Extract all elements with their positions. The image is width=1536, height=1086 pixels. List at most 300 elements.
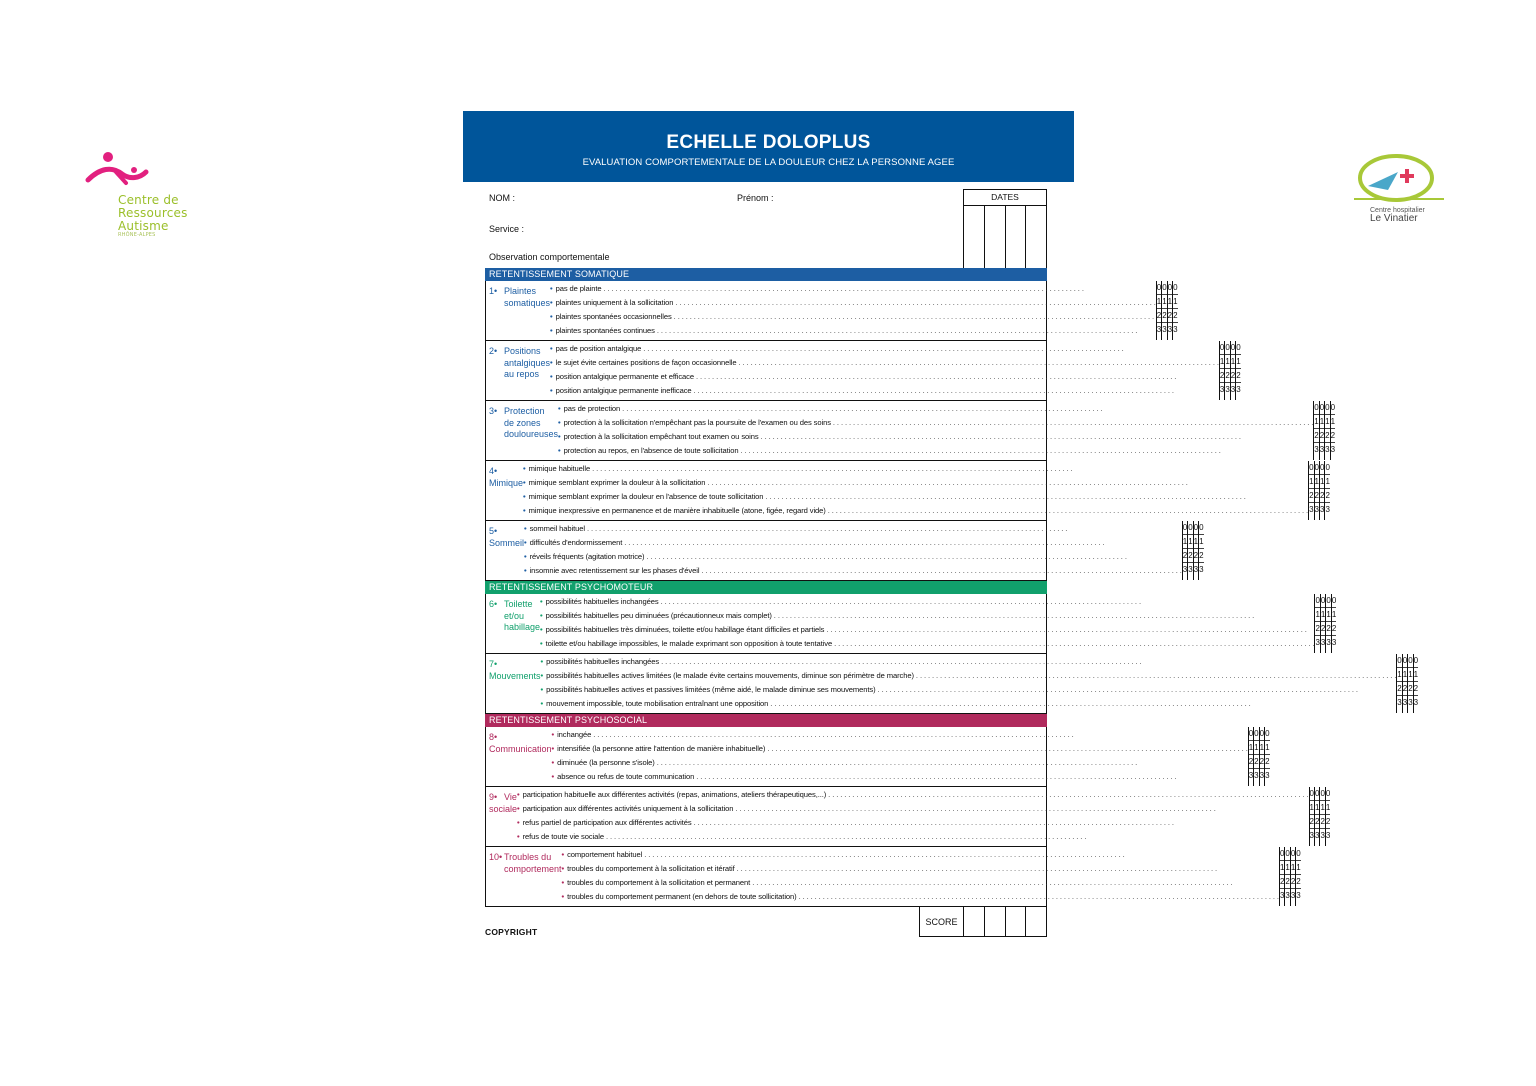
prenom-label: Prénom : — [737, 193, 774, 203]
score-cell[interactable]: 1 — [1403, 668, 1407, 682]
bullet-icon: • — [540, 671, 544, 680]
score-cell[interactable]: 3 — [1325, 445, 1330, 454]
criterion-name — [486, 341, 550, 400]
score-cell[interactable]: 3 — [1397, 698, 1402, 707]
score-cell[interactable]: 1 — [1320, 801, 1324, 815]
score-cell[interactable]: 1 — [1320, 415, 1324, 429]
service-label: Service : — [489, 224, 525, 234]
score-cell[interactable]: 3 — [1254, 771, 1259, 780]
bullet-icon: • — [540, 699, 544, 708]
score-cell[interactable]: 0 — [1320, 461, 1324, 475]
score-cell[interactable]: 0 — [1254, 727, 1258, 741]
score-cell[interactable]: 1 — [1314, 415, 1318, 429]
score-column — [1265, 727, 1269, 786]
score-cell[interactable]: 2 — [1183, 549, 1187, 563]
score-cell[interactable]: 0 — [1260, 727, 1264, 741]
score-cell[interactable]: 2 — [1314, 429, 1318, 443]
option-text: plaintes uniquement à la sollicitation — [555, 298, 674, 307]
criterion-name — [486, 281, 550, 340]
criterion-options — [540, 594, 1314, 653]
score-cell[interactable]: 0 — [1220, 341, 1224, 355]
score-cell[interactable]: 3 — [1413, 698, 1419, 707]
criterion-options — [524, 521, 1182, 580]
option-text: pas de position antalgique — [555, 344, 642, 353]
score-cell[interactable]: 0 — [1321, 594, 1325, 608]
score-columns — [1156, 281, 1178, 340]
score-columns — [1396, 654, 1418, 713]
score-cell[interactable]: 1 — [1285, 861, 1289, 875]
score-cell[interactable]: 1 — [1397, 668, 1401, 682]
score-cell[interactable]: 2 — [1231, 369, 1235, 383]
score-cell[interactable]: 1 — [1183, 535, 1187, 549]
score-cell[interactable]: 0 — [1173, 281, 1177, 295]
score-cell[interactable]: 0 — [1320, 787, 1324, 801]
score-cell[interactable]: 0 — [1397, 654, 1401, 668]
score-column — [1325, 461, 1329, 520]
score-cell[interactable]: 0 — [1414, 654, 1418, 668]
leader-dots: . . . . . . . . . . . . . . . . . . . . . . . . . . . . . . . . . . . . . . . . . . . . . . . . . . . . . . . . . . . . . . . . . . . . . . . . . . . . . . . . . . . . . . . . . . . . . . . . . . . . . . . . . . . . . . . . . . . . . . . . — [671, 312, 1155, 321]
criterion-options — [517, 787, 1309, 846]
score-cell[interactable]: 3 — [1259, 771, 1265, 780]
score-cell[interactable]: 3 — [1219, 385, 1225, 394]
score-cell[interactable]: 0 — [1309, 461, 1313, 475]
option-line — [550, 384, 1219, 398]
option-text: troubles du comportement à la sollicitation et itératif — [567, 864, 735, 873]
score-cell[interactable]: 1 — [1325, 475, 1329, 489]
option-text: insomnie avec retentissement sur les phases d'éveil — [529, 566, 700, 575]
score-cell[interactable]: 0 — [1285, 847, 1289, 861]
criterion-number: 6• — [489, 599, 498, 609]
score-cell[interactable]: 2 — [1188, 549, 1192, 563]
score-cell[interactable]: 3 — [1320, 831, 1325, 840]
score-cell[interactable]: 0 — [1315, 461, 1319, 475]
score-total-cell[interactable] — [1006, 907, 1027, 936]
score-cell[interactable]: 0 — [1291, 847, 1295, 861]
score-cell[interactable]: 2 — [1291, 875, 1295, 889]
score-cell[interactable]: 3 — [1182, 565, 1188, 574]
score-cell[interactable]: 2 — [1265, 755, 1269, 769]
score-cell[interactable]: 0 — [1332, 594, 1336, 608]
score-cell[interactable]: 2 — [1260, 755, 1264, 769]
score-cell[interactable]: 2 — [1320, 489, 1324, 503]
score-columns — [1182, 521, 1204, 580]
score-cell[interactable]: 1 — [1315, 475, 1319, 489]
bullet-icon: • — [551, 758, 555, 767]
option-line — [558, 402, 1313, 416]
score-cell[interactable]: 3 — [1162, 325, 1167, 334]
score-cell[interactable]: 0 — [1236, 341, 1240, 355]
option-text: protection à la sollicitation empêchant tout examen ou soins — [563, 432, 759, 441]
leader-dots: . . . . . . . . . . . . . . . . . . . . . . . . . . . . . . . . . . . . . . . . . . . . . . . . . . . . . . . . . . . . . . . . . . . . . . . . . . . . . . . . . . . . . . . . . . . . . . . . . . . . . . . . . . . . . . . . . . . . . . . . — [738, 446, 1221, 455]
score-total-cell[interactable] — [985, 907, 1006, 936]
criterion-name — [486, 521, 524, 580]
score-cell[interactable]: 1 — [1188, 535, 1192, 549]
option-text: sommeil habituel — [529, 524, 585, 533]
logo-right-line1: Centre hospitalier — [1370, 207, 1425, 214]
option-text: protection à la sollicitation n'empêchant pas la poursuite de l'examen ou des soins — [563, 418, 831, 427]
leader-dots: . . . . . . . . . . . . . . . . . . . . . . . . . . . . . . . . . . . . . . . . . . . . . . . . . . . . . . . . . . . . . . . . . . . . . . . . . . . . . . . . . . . . . . . . . . . . . . . . . . . . . . . . . . . . . . . . . . . . . . . . — [641, 344, 1124, 353]
score-cell[interactable]: 1 — [1265, 741, 1269, 755]
title-banner — [463, 111, 1074, 182]
criterion-number: 1• — [489, 286, 498, 296]
score-total-cell[interactable] — [1026, 907, 1046, 936]
score-cell[interactable]: 1 — [1326, 608, 1330, 622]
score-cell[interactable]: 0 — [1225, 341, 1229, 355]
bullet-icon: • — [523, 478, 526, 487]
score-cell[interactable]: 3 — [1330, 445, 1336, 454]
score-box — [919, 907, 1047, 937]
criterion-label: Communication — [489, 743, 552, 754]
score-column — [1326, 787, 1330, 846]
score-cell[interactable]: 3 — [1279, 891, 1285, 900]
criterion-options — [558, 401, 1313, 460]
score-cell[interactable]: 1 — [1236, 355, 1240, 369]
score-cell[interactable]: 3 — [1167, 325, 1173, 334]
score-cell[interactable]: 2 — [1173, 309, 1177, 323]
score-cell[interactable]: 1 — [1296, 861, 1300, 875]
score-cell[interactable]: 3 — [1320, 638, 1326, 647]
score-cell[interactable]: 0 — [1315, 787, 1319, 801]
criterion-options — [552, 727, 1248, 786]
score-cell[interactable]: 3 — [1325, 505, 1330, 514]
criterion-name — [486, 787, 517, 846]
option-text: absence ou refus de toute communication — [557, 772, 695, 781]
score-cell[interactable]: 1 — [1326, 801, 1330, 815]
score-cell[interactable]: 1 — [1162, 295, 1166, 309]
criterion-name — [486, 654, 541, 713]
score-cell[interactable]: 3 — [1199, 565, 1204, 574]
score-cell[interactable]: 0 — [1157, 281, 1161, 295]
leader-dots: . . . . . . . . . . . . . . . . . . . . . . . . . . . . . . . . . . . . . . . . . . . . . . . . . . . . . . . . . . . . . . . . . . . . . . . . . . . . . . . . . . . . . . . . . . . . . . . . . . . . . . . . . . . . . . . . . . . . . . . . — [591, 730, 1074, 739]
leader-dots: . . . . . . . . . . . . . . . . . . . . . . . . . . . . . . . . . . . . . . . . . . . . . . . . . . . . . . . . . . . . . . . . . . . . . . . . . . . . . . . . . . . . . . . . . . . . . . . . . . . . . . . . . . . . . . . . . . . . . . . . — [705, 478, 1188, 487]
document-title: ECHELLE DOLOPLUS — [666, 132, 871, 153]
bullet-icon: • — [523, 492, 526, 501]
score-cell[interactable]: 2 — [1414, 682, 1418, 696]
score-cell[interactable]: 2 — [1199, 549, 1203, 563]
score-cell[interactable]: 0 — [1320, 401, 1324, 415]
score-columns — [1219, 341, 1241, 400]
score-columns — [1248, 727, 1270, 786]
criterion-name — [486, 461, 523, 520]
score-cell[interactable]: 0 — [1403, 654, 1407, 668]
option-text: possibilités habituelles peu diminuées (précautionneux mais complet) — [545, 611, 772, 620]
score-cell[interactable]: 3 — [1296, 891, 1301, 900]
bullet-icon: • — [550, 284, 553, 293]
criterion-number: 2• — [489, 346, 498, 356]
bullet-icon: • — [523, 506, 526, 515]
score-cell[interactable]: 1 — [1315, 608, 1319, 622]
leader-dots: . . . . . . . . . . . . . . . . . . . . . . . . . . . . . . . . . . . . . . . . . . . . . . . . . . . . . . . . . . . . . . . . . . . . . . . . . . . . . . . . . . . . . . . . . . . . . . . . . . . . . . . . . . . . . . . . . . . . . . . . — [693, 372, 1177, 381]
date-column[interactable] — [964, 206, 985, 268]
score-cell[interactable]: 2 — [1326, 622, 1330, 636]
leader-dots: . . . . . . . . . . . . . . . . . . . . . . . . . . . . . . . . . . . . . . . . . . . . . . . . . . . . . . . . . . . . . . . . . . . . . . . . . . . . . . . . . . . . . . . . . . . . . . . . . . . . . . . . . . . . . . . . . . . . . . . . — [590, 464, 1073, 473]
score-cell[interactable]: 3 — [1173, 325, 1178, 334]
copyright-label: COPYRIGHT — [485, 927, 538, 937]
option-line — [540, 609, 1314, 623]
option-text: pas de protection — [563, 404, 621, 413]
score-cell[interactable]: 1 — [1320, 475, 1324, 489]
bullet-icon: • — [524, 566, 527, 575]
leader-dots: . . . . . . . . . . . . . . . . . . . . . . . . . . . . . . . . . . . . . . . . . . . . . . . . . . . . . . . . . . . . . . . . . . . . . . . . . . . . . . . . . . . . . . . . . . . . . . . . . . . . . . . . . . . . . . . . . . . . . . . . — [875, 685, 1358, 694]
score-total-cell[interactable] — [964, 907, 985, 936]
score-cell[interactable]: 3 — [1326, 638, 1331, 647]
score-cell[interactable]: 2 — [1325, 489, 1329, 503]
leader-dots: . . . . . . . . . . . . . . . . . . . . . . . . . . . . . . . . . . . . . . . . . . . . . . . . . . . . . . . . . . . . . . . . . . . . . . . . . . . . . . . . . . . . . . . . . . . . . . . . . . . . . . . . . . . . . . . . . . . . . . . . — [826, 790, 1309, 799]
score-cell[interactable]: 1 — [1315, 801, 1319, 815]
score-cell[interactable]: 0 — [1315, 594, 1319, 608]
leader-dots: . . . . . . . . . . . . . . . . . . . . . . . . . . . . . . . . . . . . . . . . . . . . . . . . . . . . . . . . . . . . . . . . . . . . . . . . . . . . . . . . . . . . . . . . . . . . . . . . . . . . . . . . . . . . . . . . . . . . . . . . — [691, 818, 1174, 827]
option-text: mimique inexpressive en permanence et de manière inhabituelle (atone, figée, regard vide) — [528, 506, 826, 515]
leader-dots: . . . . . . . . . . . . . . . . . . . . . . . . . . . . . . . . . . . . . . . . . . . . . . . . . . . . . . . . . . . . . . . . . . . . . . . . . . . . . . . . . . . . . . . . . . . . . . . . . . . . . . . . . . . . . . . . . . . . . . . . — [691, 386, 1174, 395]
leader-dots: . . . . . . . . . . . . . . . . . . . . . . . . . . . . . . . . . . . . . . . . . . . . . . . . . . . . . . . . . . . . . . . . . . . . . . . . . . . . . . . . . . . . . . . . . . . . . . . . . . . . . . . . . . . . . . . . . . . . . . . . — [763, 492, 1246, 501]
bullet-icon: • — [551, 744, 555, 753]
option-line — [517, 788, 1309, 802]
score-cell[interactable]: 3 — [1402, 698, 1408, 707]
criterion-row — [485, 847, 1301, 907]
score-column — [1414, 654, 1418, 713]
score-cell[interactable]: 1 — [1280, 861, 1284, 875]
score-cell[interactable]: 3 — [1314, 831, 1320, 840]
option-line — [562, 848, 1279, 862]
score-cell[interactable]: 2 — [1325, 429, 1329, 443]
leader-dots: . . . . . . . . . . . . . . . . . . . . . . . . . . . . . . . . . . . . . . . . . . . . . . . . . . . . . . . . . . . . . . . . . . . . . . . . . . . . . . . . . . . . . . . . . . . . . . . . . . . . . . . . . . . . . . . . . . . . . . . . — [750, 878, 1233, 887]
date-column[interactable] — [985, 206, 1006, 268]
criterion-label: de zones — [504, 417, 541, 428]
score-cell[interactable]: 1 — [1260, 741, 1264, 755]
leader-dots: . . . . . . . . . . . . . . . . . . . . . . . . . . . . . . . . . . . . . . . . . . . . . . . . . . . . . . . . . . . . . . . . . . . . . . . . . . . . . . . . . . . . . . . . . . . . . . . . . . . . . . . . . . . . . . . . . . . . . . . . — [699, 566, 1182, 575]
bullet-icon: • — [517, 790, 520, 799]
date-column[interactable] — [1006, 206, 1027, 268]
score-cell[interactable]: 2 — [1162, 309, 1166, 323]
score-cell[interactable]: 2 — [1296, 875, 1300, 889]
option-text: comportement habituel — [567, 850, 643, 859]
score-cell[interactable]: 1 — [1231, 355, 1235, 369]
score-cell[interactable]: 1 — [1332, 608, 1336, 622]
score-cell[interactable]: 3 — [1230, 385, 1236, 394]
score-cell[interactable]: 0 — [1325, 461, 1329, 475]
score-cell[interactable]: 3 — [1408, 698, 1413, 707]
score-cell[interactable]: 1 — [1321, 608, 1325, 622]
score-cell[interactable]: 0 — [1310, 787, 1314, 801]
score-cell[interactable]: 3 — [1156, 325, 1162, 334]
score-cell[interactable]: 2 — [1249, 755, 1253, 769]
bullet-icon: • — [561, 892, 565, 901]
score-cell[interactable]: 1 — [1194, 535, 1198, 549]
leader-dots: . . . . . . . . . . . . . . . . . . . . . . . . . . . . . . . . . . . . . . . . . . . . . . . . . . . . . . . . . . . . . . . . . . . . . . . . . . . . . . . . . . . . . . . . . . . . . . . . . . . . . . . . . . . . . . . . . . . . . . . . — [603, 832, 1087, 841]
score-columns — [1309, 787, 1331, 846]
score-cell[interactable]: 0 — [1183, 521, 1187, 535]
option-text: protection au repos, en l'absence de toute sollicitation — [563, 446, 739, 455]
score-cell[interactable]: 2 — [1403, 682, 1407, 696]
score-cell[interactable]: 2 — [1315, 815, 1319, 829]
option-line — [540, 623, 1314, 637]
option-line — [552, 728, 1248, 742]
score-cell[interactable]: 2 — [1254, 755, 1258, 769]
score-cell[interactable]: 2 — [1321, 622, 1325, 636]
criterion-label: et/ou — [504, 610, 525, 621]
score-cell[interactable]: 2 — [1397, 682, 1401, 696]
score-cell[interactable]: 1 — [1408, 668, 1412, 682]
score-cell[interactable]: 0 — [1314, 401, 1318, 415]
score-cell[interactable]: 1 — [1254, 741, 1258, 755]
option-line — [562, 862, 1279, 876]
score-cell[interactable]: 1 — [1173, 295, 1177, 309]
score-cell[interactable]: 1 — [1310, 801, 1314, 815]
leader-dots: . . . . . . . . . . . . . . . . . . . . . . . . . . . . . . . . . . . . . . . . . . . . . . . . . . . . . . . . . . . . . . . . . . . . . . . . . . . . . . . . . . . . . . . . . . . . . . . . . . . . . . . . . . . . . . . . . . . . . . . . — [832, 639, 1315, 648]
criterion-name — [486, 401, 558, 460]
score-cell[interactable]: 2 — [1320, 815, 1324, 829]
option-text: possibilités habituelles inchangées — [545, 597, 659, 606]
score-cell[interactable]: 0 — [1249, 727, 1253, 741]
score-cell[interactable]: 1 — [1331, 415, 1335, 429]
score-cell[interactable]: 1 — [1225, 355, 1229, 369]
score-cell[interactable]: 3 — [1290, 891, 1296, 900]
criterion-label: Mimique — [489, 477, 524, 488]
option-text: participation habituelle aux différentes activités (repas, animations, ateliers thérapeutiques,...) — [522, 790, 827, 799]
criterion-label: antalgiques — [504, 357, 551, 368]
score-cell[interactable]: 0 — [1162, 281, 1166, 295]
option-line — [552, 742, 1248, 756]
section-header: RETENTISSEMENT PSYCHOMOTEUR — [485, 581, 1047, 594]
score-cell[interactable]: 2 — [1220, 369, 1224, 383]
option-line — [550, 310, 1156, 324]
score-cell[interactable]: 0 — [1331, 401, 1335, 415]
option-text: possibilités habituelles actives et passives limitées (même aidé, le malade diminue ses mouvements) — [546, 685, 876, 694]
score-cell[interactable]: 0 — [1231, 341, 1235, 355]
score-cell[interactable]: 0 — [1280, 847, 1284, 861]
criterion-row — [485, 461, 1330, 521]
score-columns — [1313, 401, 1335, 460]
score-cell[interactable]: 1 — [1291, 861, 1295, 875]
score-columns — [1308, 461, 1330, 520]
score-cell[interactable]: 2 — [1225, 369, 1229, 383]
option-text: refus de toute vie sociale — [522, 832, 604, 841]
score-cell[interactable]: 2 — [1285, 875, 1289, 889]
score-cell[interactable]: 2 — [1408, 682, 1412, 696]
score-cell[interactable]: 2 — [1309, 489, 1313, 503]
date-column[interactable] — [1026, 206, 1046, 268]
score-cell[interactable]: 1 — [1309, 475, 1313, 489]
score-cell[interactable]: 2 — [1157, 309, 1161, 323]
criterion-options — [562, 847, 1279, 906]
bullet-icon: • — [550, 312, 553, 321]
score-cell[interactable]: 1 — [1414, 668, 1418, 682]
score-cell[interactable]: 0 — [1188, 521, 1192, 535]
logo-right-line2: Le Vinatier — [1370, 213, 1418, 224]
score-cell[interactable]: 2 — [1194, 549, 1198, 563]
score-cell[interactable]: 2 — [1332, 622, 1336, 636]
criterion-options — [541, 654, 1397, 713]
option-line — [523, 476, 1308, 490]
score-cell[interactable]: 0 — [1326, 594, 1330, 608]
leader-dots: . . . . . . . . . . . . . . . . . . . . . . . . . . . . . . . . . . . . . . . . . . . . . . . . . . . . . . . . . . . . . . . . . . . . . . . . . . . . . . . . . . . . . . . . . . . . . . . . . . . . . . . . . . . . . . . . . . . . . . . . — [734, 864, 1218, 873]
score-cell[interactable]: 0 — [1296, 847, 1300, 861]
bullet-icon: • — [551, 730, 555, 739]
score-cell[interactable]: 1 — [1220, 355, 1224, 369]
score-cell[interactable]: 1 — [1325, 415, 1329, 429]
score-cell[interactable]: 1 — [1199, 535, 1203, 549]
logo-left-line1: Centre de — [118, 193, 179, 207]
score-cell[interactable]: 0 — [1194, 521, 1198, 535]
score-cell[interactable]: 3 — [1225, 385, 1230, 394]
score-cell[interactable]: 2 — [1320, 429, 1324, 443]
score-cell[interactable]: 2 — [1168, 309, 1172, 323]
score-cell[interactable]: 3 — [1319, 505, 1325, 514]
criterion-row — [485, 401, 1336, 461]
option-text: mimique semblant exprimer la douleur en l'absence de toute sollicitation — [528, 492, 764, 501]
score-cell[interactable]: 3 — [1188, 565, 1193, 574]
score-cell[interactable]: 3 — [1248, 771, 1254, 780]
score-cell[interactable]: 2 — [1326, 815, 1330, 829]
date-columns — [964, 206, 1046, 268]
score-cell[interactable]: 0 — [1168, 281, 1172, 295]
score-cell[interactable]: 2 — [1310, 815, 1314, 829]
score-cell[interactable]: 3 — [1236, 385, 1241, 394]
score-cell[interactable]: 0 — [1326, 787, 1330, 801]
score-cell[interactable]: 3 — [1285, 891, 1290, 900]
bullet-icon: • — [523, 464, 526, 473]
score-cell[interactable]: 1 — [1249, 741, 1253, 755]
score-cell[interactable]: 3 — [1265, 771, 1270, 780]
score-cell[interactable]: 3 — [1331, 638, 1337, 647]
score-cell[interactable]: 0 — [1325, 401, 1329, 415]
bullet-icon: • — [558, 432, 561, 441]
bullet-icon: • — [524, 524, 527, 533]
observation-label: Observation comportementale — [489, 252, 610, 262]
leader-dots: . . . . . . . . . . . . . . . . . . . . . . . . . . . . . . . . . . . . . . . . . . . . . . . . . . . . . . . . . . . . . . . . . . . . . . . . . . . . . . . . . . . . . . . . . . . . . . . . . . . . . . . . . . . . . . . . . . . . . . . . — [768, 699, 1251, 708]
score-cell[interactable]: 3 — [1193, 565, 1199, 574]
bullet-icon: • — [561, 864, 565, 873]
option-text: troubles du comportement à la sollicitation et permanent — [567, 878, 751, 887]
score-cell[interactable]: 3 — [1319, 445, 1325, 454]
score-column — [1331, 401, 1335, 460]
option-line — [552, 756, 1248, 770]
score-cell[interactable]: 1 — [1168, 295, 1172, 309]
option-line — [558, 444, 1313, 458]
criterion-label: au repos — [504, 369, 540, 379]
score-cell[interactable]: 3 — [1314, 505, 1319, 514]
score-cell[interactable]: 3 — [1315, 638, 1320, 647]
score-cell[interactable]: 2 — [1315, 489, 1319, 503]
criterion-row — [485, 281, 1178, 341]
option-line — [550, 296, 1156, 310]
score-cell[interactable]: 3 — [1309, 831, 1314, 840]
section-header: RETENTISSEMENT SOMATIQUE — [485, 268, 1047, 281]
score-cell[interactable]: 2 — [1331, 429, 1335, 443]
criterion-row — [485, 341, 1241, 401]
score-cell[interactable]: 2 — [1280, 875, 1284, 889]
option-text: diminuée (la personne s'isole) — [557, 758, 655, 767]
score-cell[interactable]: 3 — [1325, 831, 1331, 840]
score-cell[interactable]: 0 — [1408, 654, 1412, 668]
score-cell[interactable]: 1 — [1157, 295, 1161, 309]
option-line — [517, 830, 1309, 844]
score-cell[interactable]: 2 — [1236, 369, 1240, 383]
patient-header — [485, 189, 1047, 268]
option-text: mimique habituelle — [528, 464, 591, 473]
logo-left-line4: RHÔNE-ALPES — [118, 232, 156, 238]
score-cell[interactable]: 0 — [1265, 727, 1269, 741]
bullet-icon: • — [540, 625, 543, 634]
option-line — [517, 802, 1309, 816]
score-cell[interactable]: 0 — [1199, 521, 1203, 535]
criterion-label: habillage — [504, 622, 541, 632]
score-cell[interactable]: 3 — [1309, 505, 1314, 514]
score-cell[interactable]: 2 — [1315, 622, 1319, 636]
option-text: pas de plainte — [555, 284, 602, 293]
score-cell[interactable]: 3 — [1314, 445, 1319, 454]
criterion-label: Protection — [504, 406, 545, 416]
